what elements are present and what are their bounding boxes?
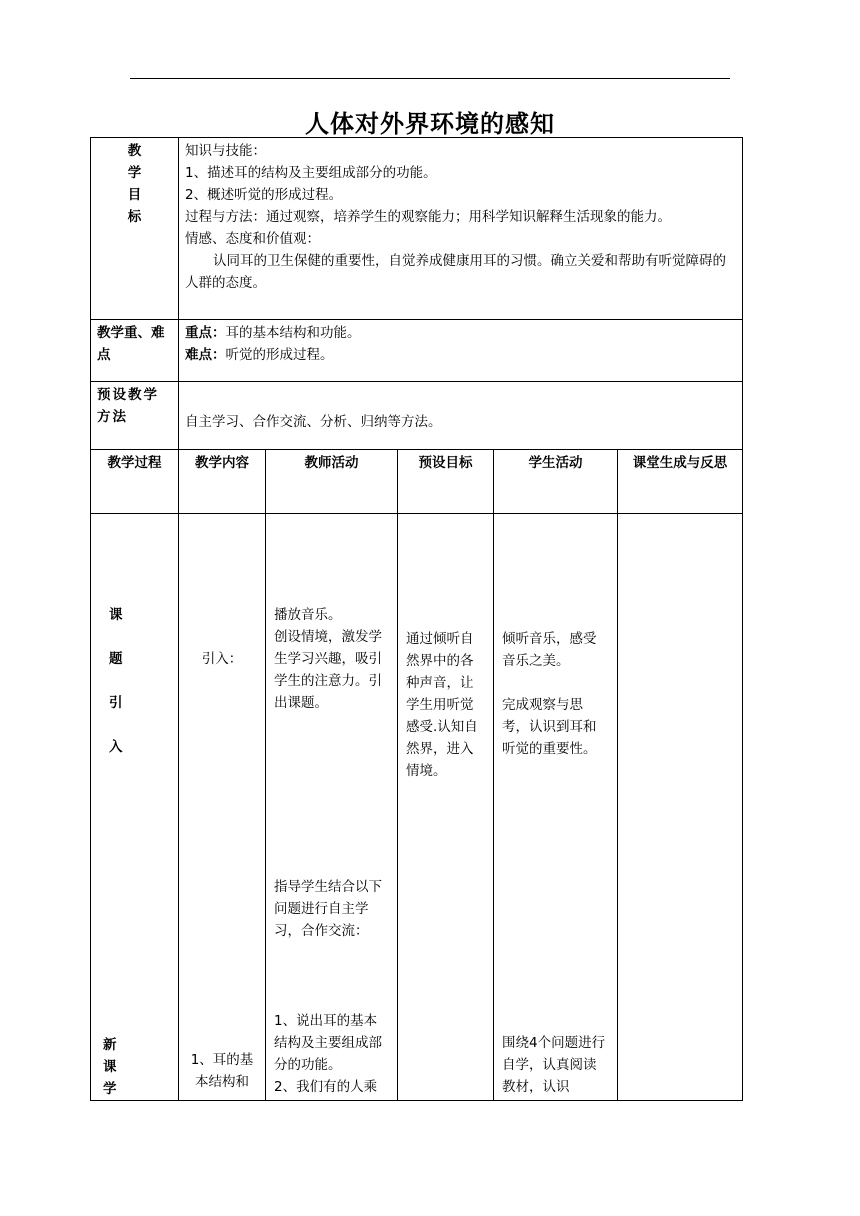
teacher-guide: 指导学生结合以下问题进行自主学习，合作交流：	[274, 879, 382, 939]
student-cell	[494, 514, 618, 1101]
intro-stage-label: 课 题 引 入	[109, 607, 123, 755]
key-points-label: 教学重、难点	[91, 320, 179, 382]
intro-content: 引入：	[201, 651, 243, 667]
content-cell	[179, 514, 266, 1101]
process-header-row	[91, 450, 743, 514]
process-body-row	[91, 514, 743, 1101]
intro-student: 倾听音乐，感受音乐之美。 完成观察与思考，认识到耳和听觉的重要性。	[502, 631, 597, 757]
methods-label: 预设教学方法	[91, 382, 179, 450]
teacher-question: 1、说出耳的基本结构及主要组成部分的功能。 2、我们有的人乘	[274, 1013, 382, 1095]
header-goal: 预设目标	[398, 450, 494, 514]
header-student: 学生活动	[494, 450, 618, 514]
new-lesson-student: 围绕4个问题进行自学，认真阅读教材，认识	[502, 1035, 606, 1095]
goal-cell	[398, 514, 494, 1101]
key-points-row	[91, 320, 743, 382]
methods-row	[91, 382, 743, 450]
objectives-label: 教 学 目 标	[91, 138, 179, 320]
teacher-cell	[266, 514, 398, 1101]
objectives-content: 知识与技能： 1、描述耳的结构及主要组成部分的功能。 2、概述听觉的形成过程。 过程与方法：通过观察，培养学生的观察能力；用科学知识解释生活现象的能力。 情感、态度和价值观： 认同耳的卫生保健的重要性，自觉养成健康用耳的习惯。确立关爱和帮助有听觉障碍的人群的态度。	[179, 138, 743, 320]
intro-teacher: 播放音乐。 创设情境，激发学生学习兴趣，吸引学生的注意力。引出课题。	[274, 607, 382, 711]
header-stage: 教学过程	[91, 450, 179, 514]
methods-content: 自主学习、合作交流、分析、归纳等方法。	[179, 382, 743, 450]
key-points-content: 重点：耳的基本结构和功能。 难点：听觉的形成过程。	[179, 320, 743, 382]
page-title: 人体对外界环境的感知	[305, 110, 555, 138]
header-rule	[130, 78, 730, 79]
header-reflection: 课堂生成与反思	[618, 450, 743, 514]
objectives-row	[91, 138, 743, 320]
reflection-cell	[618, 514, 743, 1101]
header-teacher: 教师活动	[266, 450, 398, 514]
new-lesson-content: 1、耳的基本结构和	[190, 1052, 254, 1090]
intro-goal: 通过倾听自然界中的各种声音，让学生用听觉感受.认知自然界，进入情境。	[406, 631, 478, 779]
lesson-plan-table	[90, 137, 743, 1101]
stage-cell	[91, 514, 179, 1101]
header-content: 教学内容	[179, 450, 266, 514]
new-lesson-stage-label: 新 课 学	[103, 1037, 117, 1097]
